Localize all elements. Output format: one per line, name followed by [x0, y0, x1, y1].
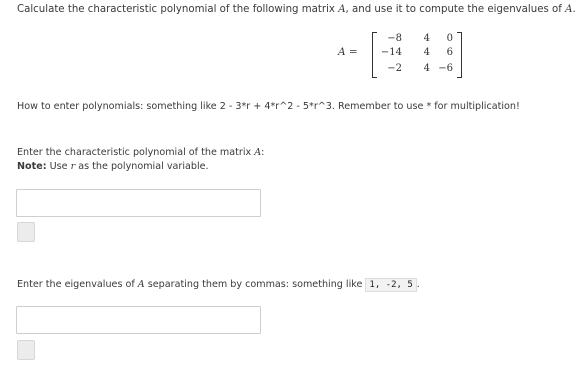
intro-text-end: .: [572, 4, 576, 15]
matrix-cell: 6: [446, 47, 453, 58]
matrix-variable: A: [254, 147, 262, 158]
polynomial-variable: r: [70, 161, 76, 172]
matrix-cell: −2: [387, 63, 402, 74]
polynomial-instructions: How to enter polynomials: something like 2 - 3*r + 4*r^2 - 5*r^3. Remember to use * for multiplication!: [17, 101, 520, 112]
part1-feedback-indicator: [17, 222, 35, 242]
matrix-cell: 4: [423, 47, 430, 58]
note-text: Use: [46, 161, 71, 172]
example-code: 1, -2, 5: [365, 278, 416, 292]
matrix-label: A =: [338, 46, 358, 58]
matrix-variable: A: [137, 279, 145, 290]
matrix-variable: A: [565, 4, 573, 15]
characteristic-polynomial-input[interactable]: [16, 189, 261, 217]
matrix-cell: −8: [387, 33, 402, 44]
question-intro: [17, 4, 576, 15]
part1-prompt: [17, 147, 264, 158]
part1-prompt-text: Enter the characteristic polynomial of the matrix: [17, 147, 255, 158]
intro-text: Calculate the characteristic polynomial of the following matrix: [17, 4, 339, 15]
matrix-cell: 0: [446, 33, 453, 44]
intro-text-mid: , and use it to compute the eigenvalues of: [345, 4, 566, 15]
eigenvalues-input[interactable]: [16, 306, 261, 334]
matrix-cell: −14: [380, 47, 402, 58]
matrix-cell: 4: [423, 63, 430, 74]
part1-prompt-end: :: [261, 147, 265, 158]
matrix-right-bracket: [457, 32, 462, 78]
matrix-cell: −6: [438, 63, 453, 74]
note-text-end: as the polynomial variable.: [75, 161, 209, 172]
part2-prompt-end: .: [416, 279, 420, 290]
matrix-variable: A: [338, 4, 346, 15]
note-label: Note:: [17, 161, 47, 172]
matrix-cell: 4: [423, 33, 430, 44]
part2-prompt: [17, 279, 420, 290]
part2-feedback-indicator: [17, 340, 35, 360]
part2-prompt-mid: separating them by commas: something like: [144, 279, 366, 290]
part2-prompt-text: Enter the eigenvalues of: [17, 279, 138, 290]
part1-note: [17, 161, 209, 172]
